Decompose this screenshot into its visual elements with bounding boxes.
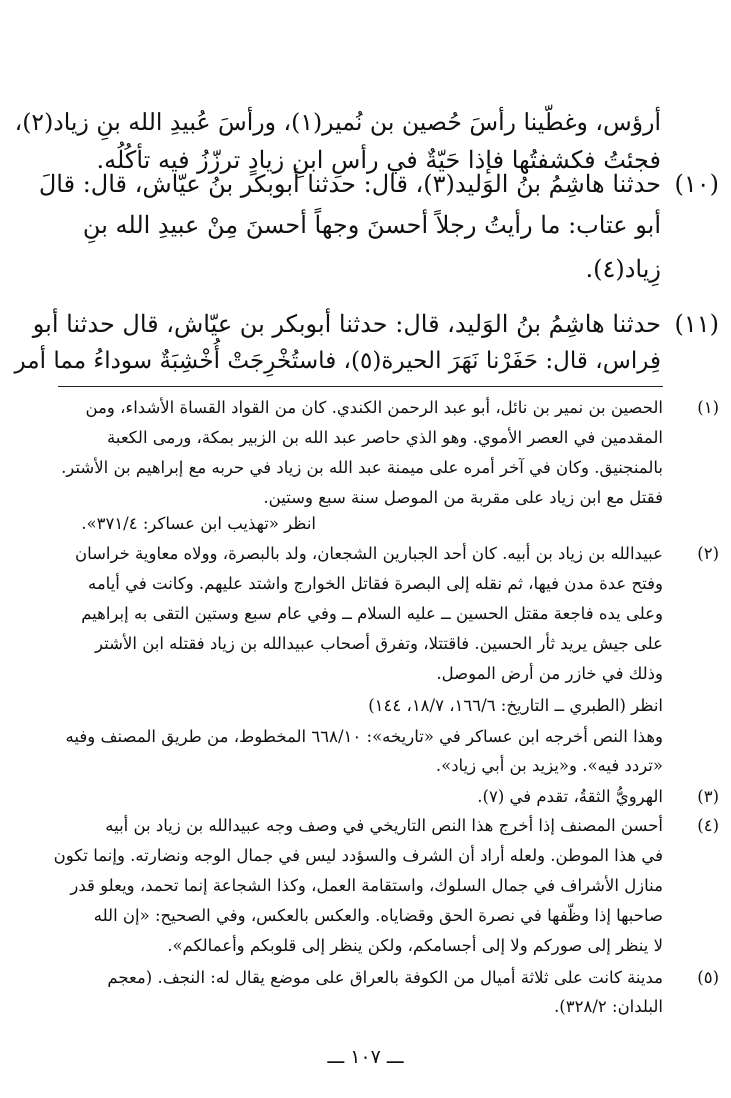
main-text-line: فِراس، قال: حَفَرْنا نَهَرَ الحيرة(٥)، فاستُخْرِجَتْ أُخْشِبَةٌ سوداءُ مما أمر (14, 348, 661, 374)
footnote-line: وهذا النص أخرجه ابن عساكر في «تاريخه»: ٦٦٨/١٠ المخطوط، من طريق المصنف وفيه (65, 727, 663, 746)
footnote-line: البلدان: ٣٢٨/٢). (554, 997, 663, 1016)
footnote-line: الهرويُّ الثقةُ، تقدم في (٧). (477, 787, 663, 806)
footnote-line: المقدمين في العصر الأموي. وهو الذي حاصر عبد الله بن الزبير بمكة، ورمى الكعبة (107, 428, 663, 447)
paragraph-number: (١١) (674, 310, 719, 338)
footnote-line: مدينة كانت على ثلاثة أميال من الكوفة بالعراق على موضع يقال له: النجف. (معجم (107, 968, 663, 987)
footnote-number: (٤) (697, 816, 719, 835)
footnote-number: (٢) (697, 544, 719, 563)
footnote-number: (٥) (697, 968, 719, 987)
footnote-separator (58, 386, 663, 387)
main-text-line: فجئتُ فكشفتُها فإذا حَيّةٌ في رأسِ ابنِ زيادٍ ترزّزُ فيه تأكُلُه. (96, 146, 661, 174)
footnote-number: (٣) (697, 787, 719, 806)
footnote-line: على جيش يريد ثأر الحسين. فاقتتلا، وتفرق أصحاب عبيدالله بن زياد فقتله ابن الأشتر (95, 634, 663, 653)
footnote-line: وذلك في خازر من أرض الموصل. (436, 664, 663, 683)
main-text-line: حدثنا هاشِمُ بنُ الوَليد(٣)، قال: حدثنا أبوبكر بنُ عيّاش، قال: قالَ (38, 170, 661, 198)
footnote-line: أحسن المصنف إذا أخرج هذا النص التاريخي في وصف وجه عبيدالله بن زياد بن أبيه (105, 816, 663, 835)
page-number: ـــ ١٠٧ ـــ (327, 1046, 404, 1068)
footnote-line: انظر (الطبري ــ التاريخ: ١٦٦/٦، ١٨/٧، ١٤٤) (368, 696, 663, 715)
main-text-line: زِياد(٤). (585, 255, 661, 283)
main-text-line: حدثنا هاشِمُ بنُ الوَليد، قال: حدثنا أبوبكر بن عيّاش، قال حدثنا أبو (32, 310, 661, 338)
footnote-line: فقتل مع ابن زياد على مقربة من الموصل سنة سبع وستين. (263, 488, 663, 507)
footnote-line: لا ينظر إلى صوركم ولا إلى أجسامكم، ولكن ينظر إلى قلوبكم وأعمالكم». (167, 936, 663, 955)
footnote-line: «تردد فيه». و«يزيد بن أبي زياد». (435, 756, 663, 775)
footnote-line: في هذا الموطن. ولعله أراد أن الشرف والسؤدد ليس في جمال الوجه ونضارته. وإنما تكون (53, 846, 663, 865)
footnote-line: وفتح عدة مدن فيها، ثم نقله إلى البصرة فقاتل الخوارج واشتد عليهم. وكانت في أيامه (88, 574, 663, 593)
footnote-line: بالمنجنيق. وكان في آخر أمره على ميمنة عبد الله بن زياد في حربه مع إبراهيم بن الأشتر. (61, 458, 663, 477)
footnote-number: (١) (697, 398, 719, 417)
footnote-line: الحصين بن نمير بن نائل، أبو عبد الرحمن الكندي. كان من القواد القساة الأشداء، ومن (85, 398, 663, 417)
footnote-line: منازل الأشراف في جمال السلوك، واستقامة العمل، وكذا الشجاعة إنما تحمد، ويعلو قدر (70, 876, 663, 895)
footnote-line: عبيدالله بن زياد بن أبيه. كان أحد الجبارين الشجعان، ولد بالبصرة، وولاه معاوية خراسان (74, 544, 663, 563)
main-text-line: أرؤس، وغطّينا رأسَ حُصين بن نُمير(١)، ورأسَ عُبيدِ الله بنِ زياد(٢)، (14, 108, 661, 136)
footnote-line: صاحبها إذا وظّفها في نصرة الحق وقضاياه. والعكس بالعكس، وفي الصحيح: «إن الله (93, 906, 663, 925)
paragraph-number: (١٠) (674, 170, 719, 198)
footnote-line: انظر «تهذيب ابن عساكر: ٣٧١/٤». (81, 514, 316, 533)
main-text-line: أبو عتاب: ما رأيتُ رجلاً أحسنَ وجهاً أحسنَ مِنْ عبيدِ الله بنِ (82, 211, 661, 239)
footnote-line: وعلى يده فاجعة مقتل الحسين ــ عليه السلام ــ وفي عام سبع وستين التقى به إبراهيم (81, 604, 663, 623)
